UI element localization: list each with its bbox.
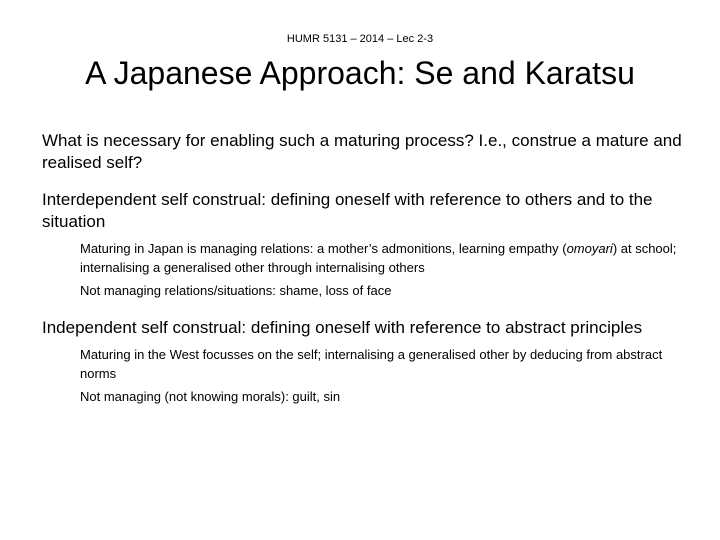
slide-body — [42, 130, 692, 406]
interdependent-point-1-text-b: ) at school; internalising a generalised other through internalising others — [80, 241, 677, 275]
question-text: What is necessary for enabling such a maturing process? I.e., construe a mature and realised self? — [42, 131, 682, 172]
omoyari-term: omoyari — [566, 241, 613, 256]
interdependent-point-2: Not managing relations/situations: shame, loss of face — [80, 283, 392, 298]
interdependent-heading: Interdependent self construal: defining oneself with reference to others and to the situation — [42, 190, 653, 231]
interdependent-point-1 — [80, 239, 692, 277]
slide-title: A Japanese Approach: Se and Karatsu — [85, 55, 635, 91]
independent-point-2: Not managing (not knowing morals): guilt, sin — [80, 389, 341, 404]
independent-heading: Independent self construal: defining oneself with reference to abstract principles — [42, 318, 643, 337]
independent-point-1: Maturing in the West focusses on the self; internalising a generalised other by deducing from abstract norms — [80, 347, 663, 381]
course-header: HUMR 5131 – 2014 – Lec 2-3 — [286, 33, 434, 45]
interdependent-point-1-text-a: Maturing in Japan is managing relations: a mother’s admonitions, learning empathy ( — [80, 241, 567, 256]
